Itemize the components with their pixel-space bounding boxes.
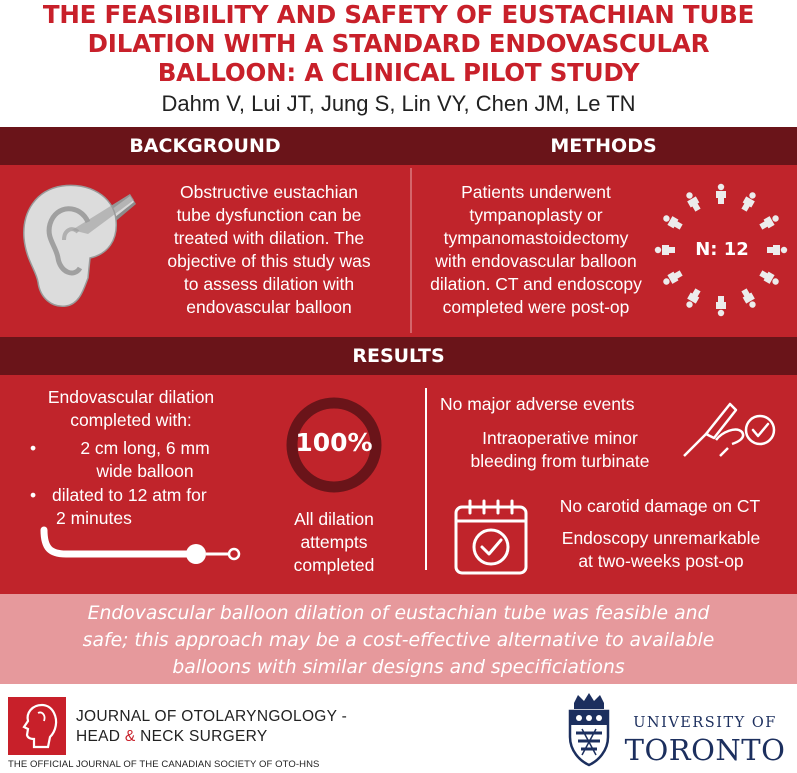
background-heading: BACKGROUND (129, 135, 281, 157)
person-figure (740, 190, 759, 212)
sample-size-label: N: 12 (695, 239, 749, 260)
background-line: objective of this study was (167, 251, 371, 271)
person-figure (716, 184, 726, 204)
carotid-text: No carotid damage on CT (559, 496, 761, 516)
background-line: Obstructive eustachian (179, 182, 358, 202)
conclusion-line: safe; this approach may be a cost-effective alternative to available (82, 630, 715, 651)
background-line: treated with dilation. The (173, 228, 365, 248)
calendar-check-icon (452, 497, 532, 577)
percent-caption (276, 508, 392, 577)
background-line: tube dysfunction can be (176, 205, 362, 225)
results-intro (18, 386, 244, 432)
journal-neck: NECK SURGERY (135, 728, 268, 745)
endoscopy-text (536, 527, 786, 573)
background-text (138, 181, 400, 319)
person-figure (655, 245, 675, 255)
university-line-2: TORONTO (624, 733, 786, 767)
endoscopy-line: Endoscopy unremarkable (561, 528, 761, 548)
journal-ampersand: & (124, 728, 136, 745)
bullet-text-1 (52, 437, 238, 483)
journal-line-1: JOURNAL OF OTOLARYNGOLOGY - (76, 708, 348, 725)
bullet-line: 2 minutes (56, 508, 132, 528)
percent-caption-line: completed (293, 555, 375, 575)
results-intro-line: Endovascular dilation (47, 387, 215, 407)
results-heading: RESULTS (352, 345, 445, 367)
bullet-line: 2 cm long, 6 mm (80, 438, 210, 458)
person-figure (758, 269, 780, 288)
person-figure (684, 190, 703, 212)
conclusion-line: Endovascular balloon dilation of eustachian tube was feasible and (87, 603, 710, 624)
person-figure (758, 213, 780, 232)
surgery-hand-check-icon (680, 396, 780, 466)
bleeding-line: Intraoperative minor (482, 428, 638, 448)
bleeding-line: bleeding from turbinate (470, 451, 650, 471)
bullet: • (30, 485, 37, 505)
ear-icon (18, 182, 138, 312)
journal-subtitle: THE OFFICIAL JOURNAL OF THE CANADIAN SOCIETY OF OTO-HNS (8, 759, 320, 770)
journal-head: HEAD (76, 728, 125, 745)
percent-caption-line: All dilation (294, 509, 374, 529)
journal-line-2 (76, 727, 347, 747)
results-intro-line: completed with: (70, 410, 192, 430)
person-figure (767, 245, 787, 255)
bullet: • (30, 438, 37, 458)
balloon-catheter-icon (36, 524, 246, 564)
methods-line: dilation. CT and endoscopy (430, 274, 642, 294)
endoscopy-line: at two-weeks post-op (578, 551, 744, 571)
title-line-2: DILATION WITH A STANDARD ENDOVASCULAR (87, 29, 710, 58)
poster-title (0, 0, 797, 88)
percent-value: 100% (295, 428, 373, 457)
methods-line: with endovascular balloon (435, 251, 637, 271)
title-line-3: BALLOON: A CLINICAL PILOT STUDY (157, 58, 640, 87)
methods-line: tympanomastoidectomy (443, 228, 629, 248)
bullet-line: dilated to 12 atm for (52, 485, 207, 505)
university-crest-icon (566, 693, 612, 767)
methods-line: Patients underwent (461, 182, 611, 202)
journal-name (76, 707, 347, 747)
authors: Dahm V, Lui JT, Jung S, Lin VY, Chen JM, Le TN (161, 91, 636, 116)
results-divider (425, 388, 427, 570)
conclusion-box (0, 594, 797, 684)
percent-caption-line: attempts (300, 532, 368, 552)
person-figure (684, 287, 703, 309)
person-figure (716, 296, 726, 316)
methods-line: tympanoplasty or (469, 205, 603, 225)
methods-text (412, 181, 660, 319)
bleeding-text (440, 427, 680, 473)
adverse-events-text: No major adverse events (440, 394, 635, 414)
conclusion-line: balloons with similar designs and specificiations (172, 657, 625, 678)
methods-line: completed were post-op (442, 297, 630, 317)
background-line: endovascular balloon (186, 297, 352, 317)
bullet-line: wide balloon (96, 461, 194, 481)
background-line: to assess dilation with (183, 274, 355, 294)
methods-heading: METHODS (550, 135, 657, 157)
person-figure (740, 287, 759, 309)
title-line-1: THE FEASIBILITY AND SAFETY OF EUSTACHIAN TUBE (42, 0, 755, 29)
journal-logo-icon (8, 697, 66, 755)
person-figure (661, 269, 683, 288)
university-line-1: UNIVERSITY OF (633, 715, 777, 731)
person-figure (661, 213, 683, 232)
